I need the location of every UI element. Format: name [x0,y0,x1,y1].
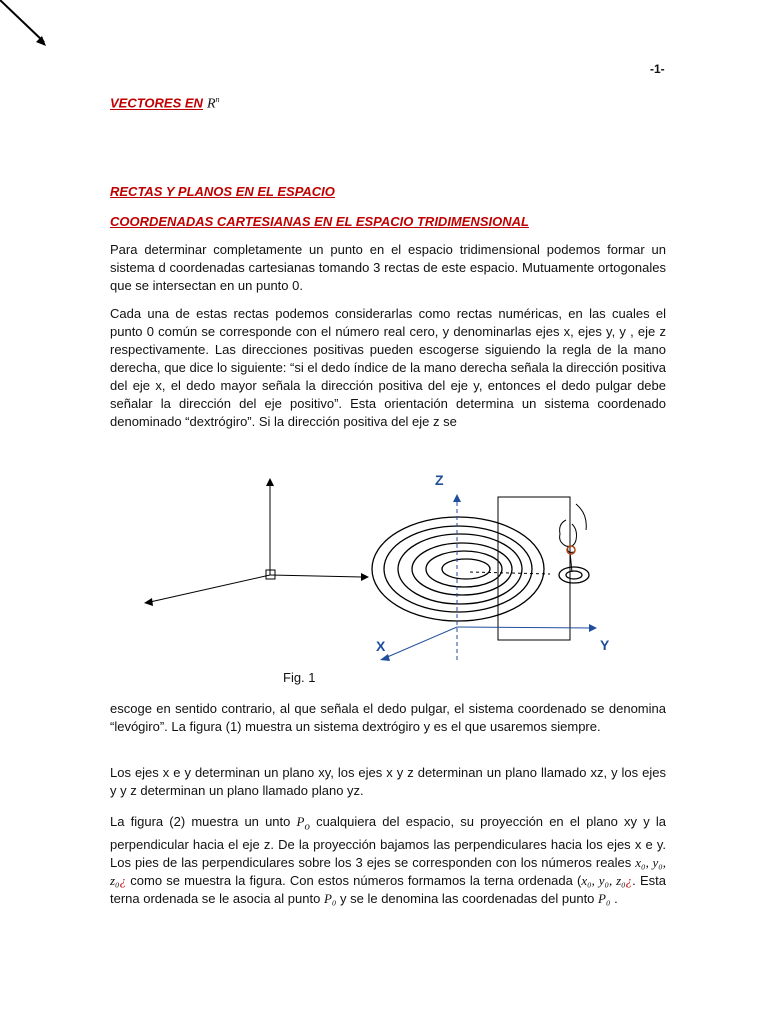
point-symbol-3: P₀ [598,890,611,906]
title-text: VECTORES EN [110,95,203,111]
paragraph-3: escoge en sentido contrario, al que señala el dedo pulgar, el sistema coordenado se denomina “levógiro”. La figura (1) muestra un sistema dextrógiro y es el que usaremos siempre. [110,701,666,734]
coords-symbol: x₀, y₀, z₀ [110,854,666,888]
document-title [110,95,220,113]
point-symbol: $P_o$ [296,814,310,833]
hand-sketch [560,504,587,572]
point-symbol-2: P₀ [323,890,337,906]
figure-1-coordinate-system [130,462,625,667]
figure-caption: Fig. 1 [283,670,316,685]
section-heading: RECTAS Y PLANOS EN EL ESPACIO [110,184,335,199]
paragraph-4: Los ejes x e y determinan un plano xy, los ejes x y z determinan un plano llamado xz, y los ejes y y z determinan un plano llamado plano yz. [110,765,666,798]
paragraph-2: Cada una de estas rectas podemos considerarlas como rectas numéricas, en las cuales el punto 0 común se corresponde con el número real cero, y denominarlas ejes x, ejes y, y , eje z respectivamente. Las direcciones positivas pueden escogerse siguiendo la regla de la mano derecha, que dice lo siguiente: “si el dedo índice de la mano derecha señala la dirección positiva del eje x, el dedo mayor señala la dirección positiva del eje y, entonces el dedo pulgar debe señalar la dirección del eje positivo”. Esta orientación determina un sistema coordenado denominado “dextrógiro”. Si la dirección positiva del eje z se [110,306,666,429]
coords-symbol-2: x₀, y₀, z₀ [581,872,626,888]
concentric-ellipses [372,517,589,621]
corner-arrow-icon [0,0,60,60]
left-axes-sketch [150,484,362,602]
paragraph-5: La figura (2) muestra un unto $P_o$ cualquiera del espacio, su proyección en el plano xy y la perpendicular hacia el eje z. De la proyección bajamos las perpendiculares hacia los ejes x e y. Los pies de las perpendiculares sobre los 3 ejes se corresponden con los números reales x₀, y₀, z₀¿ como se muestra la figura. Con estos números formamos la terna ordenada (x₀, y₀, z₀¿. Esta terna ordenada se le asocia al punto P₀ y se le denomina las coordenadas del punto P₀ . [110,814,666,906]
title-symbol: $R^n$ [206,95,220,112]
axis-label-z: Z [435,472,444,488]
page-number: -1- [650,62,665,76]
axis-label-y: Y [600,637,610,653]
paragraph-1: Para determinar completamente un punto en el espacio tridimensional podemos formar un sistema d coordenadas cartesianas tomando 3 rectas de este espacio. Mutuamente ortogonales que se intersectan en un punto 0. [110,242,666,293]
axis-label-x: X [376,638,386,654]
subsection-heading: COORDENADAS CARTESIANAS EN EL ESPACIO TRIDIMENSIONAL [110,214,529,229]
plane-rectangle [498,497,570,640]
